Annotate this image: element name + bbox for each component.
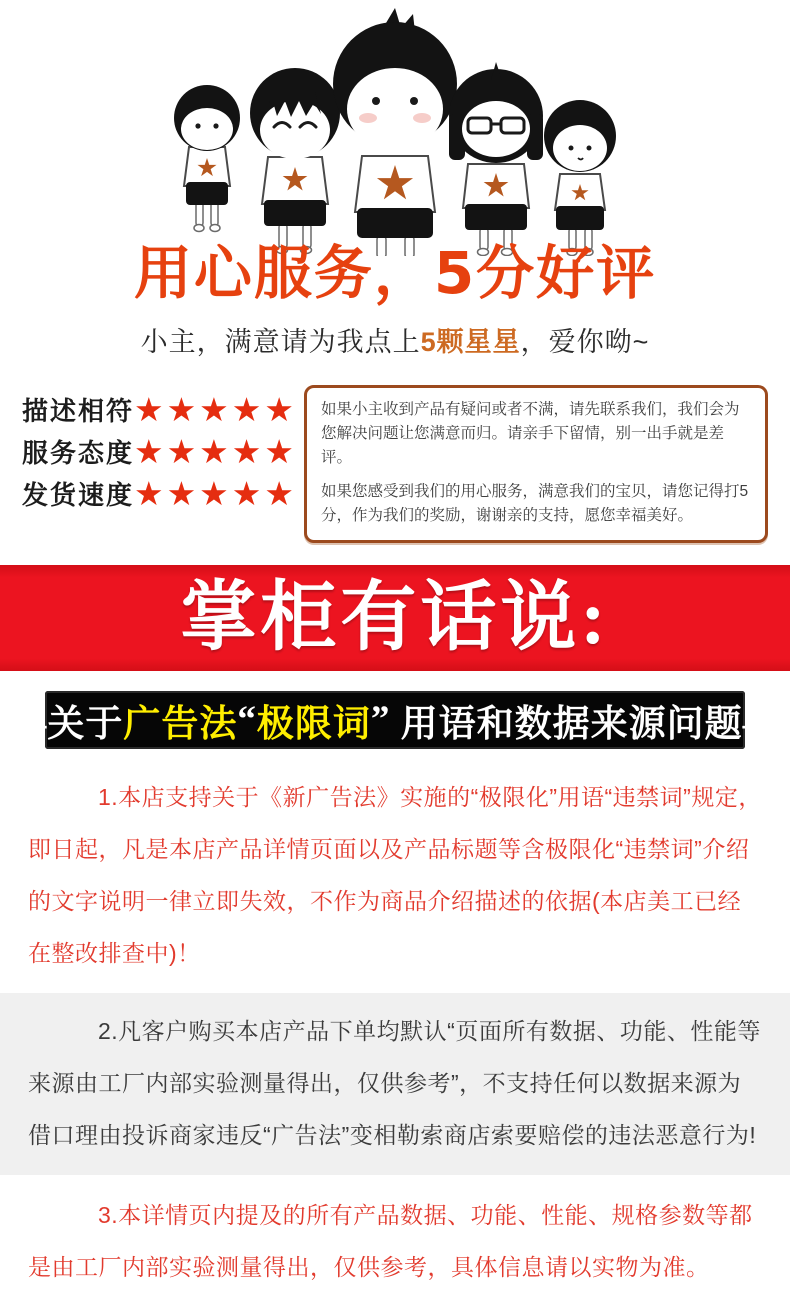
main-title: 用心服务，5分好评 bbox=[133, 239, 657, 307]
notice-segment: ” bbox=[370, 699, 391, 741]
kid-3 bbox=[333, 8, 457, 256]
seller-message-bubble bbox=[304, 385, 768, 543]
rating-row-description bbox=[22, 389, 297, 431]
subtitle-highlight: 5颗星星 bbox=[420, 326, 521, 357]
shopkeeper-banner-title: 掌柜有话说: bbox=[180, 575, 610, 660]
rating-stars: ★★★★★ bbox=[134, 475, 297, 513]
notice-segment-accent: 极限词 bbox=[256, 703, 371, 745]
notice-segment: 用语和数据来源问题— bbox=[390, 703, 781, 745]
rating-list bbox=[22, 385, 297, 515]
rating-row-service bbox=[22, 431, 297, 473]
law-paragraph-1: 1.本店支持关于《新广告法》实施的“极限化”用语“违禁词”规定，即日起，凡是本店产品详情页面以及产品标题等含极限化“违禁词”介绍的文字说明一律立即失效，不作为商品介绍描述的依据(本店美工已经在整改排查中)！ bbox=[28, 783, 762, 966]
five-kids-illustration bbox=[155, 6, 635, 256]
hero-illustration-area bbox=[0, 0, 790, 242]
rating-label: 发货速度 bbox=[22, 480, 135, 511]
rating-stars: ★★★★★ bbox=[134, 391, 297, 429]
subtitle-prefix: 小主，满意请为我点上 bbox=[140, 326, 421, 357]
law-paragraph-3: 3.本详情页内提及的所有产品数据、功能、性能、规格参数等都是由工厂内部实验测量得出，仅供参考，具体信息请以实物为准。 bbox=[28, 1201, 753, 1280]
notice-segment: “ bbox=[237, 699, 257, 741]
notice-segment: —关于 bbox=[9, 703, 124, 745]
bubble-paragraph-2: 如果您感受到我们的用心服务，满意我们的宝贝，请您记得打5分，作为我们的奖励，谢谢亲的支持，愿您幸福美好。 bbox=[321, 482, 749, 524]
subtitle-suffix: ，爱你呦~ bbox=[520, 326, 650, 357]
law-paragraph-2: 2.凡客户购买本店产品下单均默认“页面所有数据、功能、性能等来源由工厂内部实验测量得出，仅供参考”，不支持任何以数据来源为借口理由投诉商家违反“广告法”变相勒索商店索要赔偿的违法恶意行为! bbox=[28, 1017, 761, 1148]
law-notice-section bbox=[0, 763, 790, 1293]
ratings-and-message-row bbox=[0, 385, 790, 543]
bubble-paragraph-1: 如果小主收到产品有疑问或者不满，请先联系我们，我们会为您解决问题让您满意而归。请亲手下留情，别一出手就是差评。 bbox=[321, 400, 740, 466]
rating-row-shipping bbox=[22, 473, 297, 515]
kid-2 bbox=[250, 68, 340, 254]
kid-5 bbox=[544, 100, 616, 256]
subtitle bbox=[0, 320, 790, 359]
rating-label: 服务态度 bbox=[22, 438, 135, 469]
rating-label: 描述相符 bbox=[22, 396, 135, 427]
rating-stars: ★★★★★ bbox=[134, 433, 297, 471]
notice-segment-accent: 广告法 bbox=[123, 703, 238, 745]
kid-1 bbox=[174, 85, 240, 232]
kid-4 bbox=[449, 62, 543, 256]
law-paragraph-2-block bbox=[0, 993, 790, 1175]
notice-title-bar bbox=[9, 691, 781, 749]
shopkeeper-banner bbox=[0, 565, 790, 671]
